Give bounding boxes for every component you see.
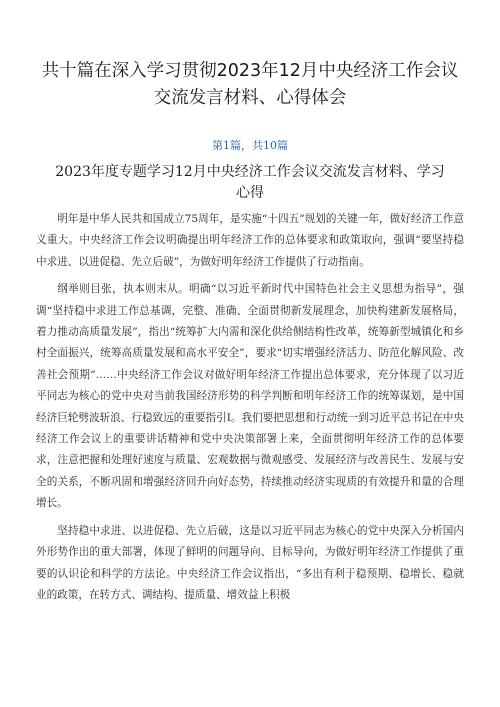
paragraph: 明年是中华人民共和国成立75周年，是实施“十四五”规划的关键一年，做好经济工作意义重大。中央经济工作会议明确提出明年经济工作的总体要求和政策取向，强调“要坚持稳中求进、以进促稳、先立后破”，为做好明年经济工作提供了行动指南。 — [36, 213, 464, 268]
section-title — [36, 162, 464, 204]
paragraph: 坚持稳中求进、以进促稳、先立后破，这是以习近平同志为核心的党中央深入分析国内外形势作出的重大部署，体现了鲜明的问题导向、目标导向，为做好明年经济工作提供了重要的认识论和科学的方法论。中央经济工作会议指出，“多出有利于稳预期、稳增长、稳就业的政策，在转方式、调结构、提质量、增效益上积极 — [36, 524, 464, 601]
article-counter: 第1篇，共10篇 — [212, 139, 288, 152]
section-title-line-1: 2023年度专题学习12月中央经济工作会议交流发言材料、学习 — [55, 164, 445, 180]
paragraph: 纲举则目张，执本则末从。明确“以习近平新时代中国特色社会主义思想为指导”，强调“坚持稳中求进工作总基调，完整、准确、全面贯彻新发展理念，加快构建新发展格局，着力推动高质量发展”，指出“统筹扩大内需和深化供给侧结构性改革，统筹新型城镇化和乡村全面振兴，统筹高质量发展和高水平安全”，要求“切实增强经济活力、防范化解风险、改善社会预期”……中央经济工作会议对做好明年经济工作提出总体要求，充分体现了以习近平同志为核心的党中央对当前我国经济形势的科学判断和明年经济工作的统筹谋划，是中国经济巨轮劈波斩浪、行稳致远的重要指引I。我们要把思想和行动统一到习近平总书记在中央经济工作会议上的重要讲话精神和党中央决策部署上来，全面贯彻明年经济工作的总体要求，注意把握和处理好速度与质量、宏观数据与微观感受、发展经济与改善民生、发展与安全的关系，不断巩固和增强经济回升向好态势，持续推动经济实现质的有效提升和量的合理增长。 — [36, 283, 464, 510]
document-title — [36, 58, 464, 112]
document-title-line-2: 交流发言材料、心得体会 — [153, 88, 347, 108]
article-body — [36, 209, 464, 606]
section-title-line-2: 心得 — [236, 185, 264, 201]
document-title-line-1: 共十篇在深入学习贯彻2023年12月中央经济工作会议 — [41, 61, 459, 81]
